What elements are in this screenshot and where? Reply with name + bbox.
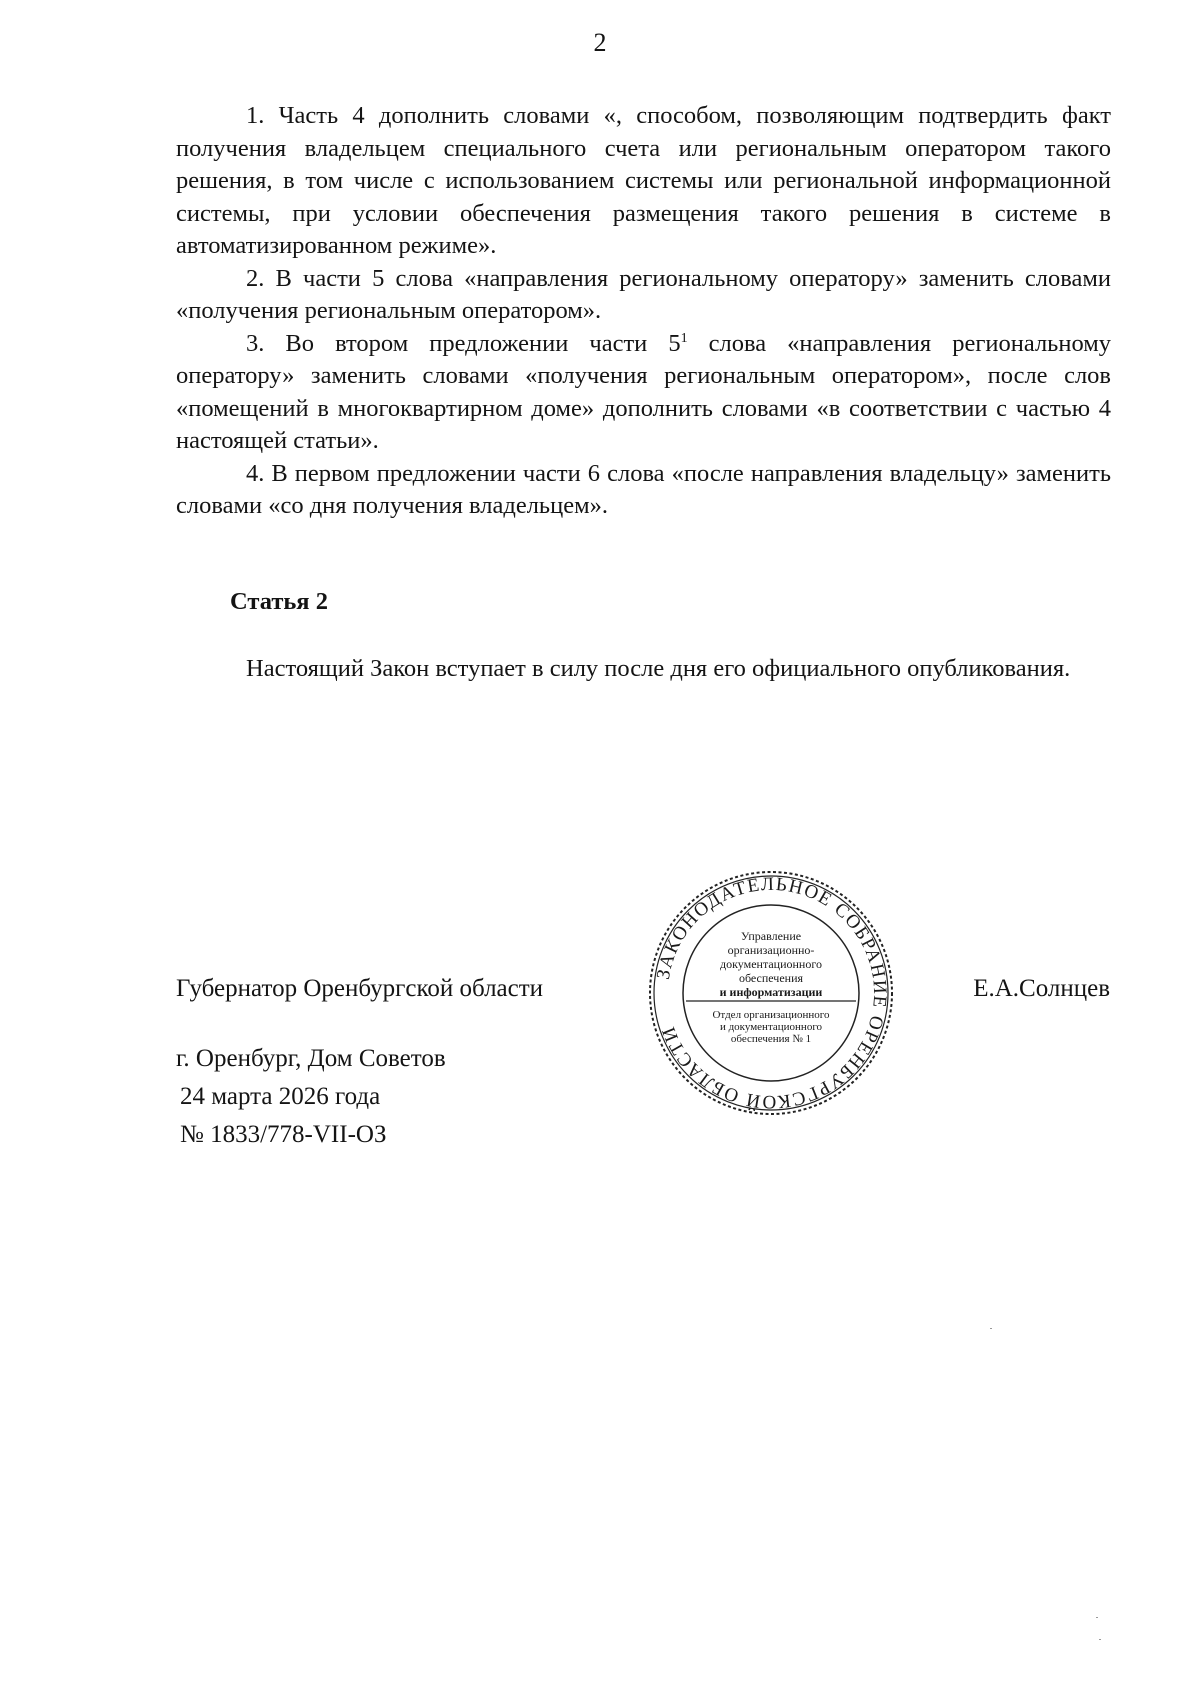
- seal-line-7: и документационного: [719, 1021, 823, 1033]
- article-2-text: Настоящий Закон вступает в силу после дня его официального опубликования.: [246, 655, 1071, 682]
- official-seal: [646, 868, 896, 1118]
- scan-speck: [990, 1328, 992, 1329]
- place-date-number: [176, 1040, 446, 1154]
- seal-line-8: обеспечения № 1: [730, 1033, 812, 1045]
- article-2-title: Статья 2: [230, 588, 328, 615]
- scan-speck: [1096, 1617, 1098, 1618]
- amendment-paragraph-2: 2. В части 5 слова «направления региональному оператору» заменить словами «получения региональным оператором».: [176, 264, 1111, 324]
- amendment-paragraph-3-end: слова «направления региональному оператору» заменить словами «получения региональным оператором», после слов «помещений в многоквартирном доме» дополнить словами «в соответствии с частью 4 настоящей статьи».: [176, 329, 1111, 454]
- seal-line-4: обеспечения: [738, 971, 804, 985]
- signatory-name: Е.А.Солнцев: [973, 975, 1110, 1002]
- law-date: 24 марта 2026 года: [180, 1083, 381, 1110]
- seal-line-2: организационно-: [727, 943, 815, 957]
- law-number: № 1833/778-VII-ОЗ: [180, 1121, 387, 1148]
- scan-speck: [1099, 1639, 1101, 1640]
- page-number: 2: [593, 28, 607, 57]
- article-2-body: [176, 653, 1111, 686]
- amendment-paragraph-3: [176, 328, 1111, 458]
- amendment-paragraph-1: 1. Часть 4 дополнить словами «, способом, позволяющим подтвердить факт получения владельцем специального счета или региональным оператором такого решения, в том числе с использованием системы или региональной информационной системы, при условии обеспечения размещения такого решения в системе в автоматизированном режиме».: [176, 102, 1111, 259]
- superscript-index: 1: [680, 330, 688, 346]
- seal-line-6: Отдел организационного: [712, 1009, 830, 1021]
- amendment-paragraph-4: 4. В первом предложении части 6 слова «после направления владельцу» заменить словами «со дня получения владельцем».: [176, 459, 1111, 519]
- seal-line-3: документационного: [720, 957, 822, 971]
- seal-outer-text: ЗАКОНОДАТЕЛЬНОЕ СОБРАНИЕ ОРЕНБУРГСКОЙ ОБЛАСТИ: [652, 873, 891, 1113]
- article1-amendments: [176, 100, 1111, 523]
- seal-line-1: Управление: [740, 929, 802, 943]
- seal-graphic: [646, 868, 896, 1118]
- seal-line-5: и информатизации: [719, 985, 823, 999]
- amendment-paragraph-3-start: 3. Во втором предложении части 5: [246, 329, 681, 357]
- place-city: г. Оренбург, Дом Советов: [176, 1045, 446, 1072]
- signatory-position: Губернатор Оренбургской области: [176, 975, 544, 1002]
